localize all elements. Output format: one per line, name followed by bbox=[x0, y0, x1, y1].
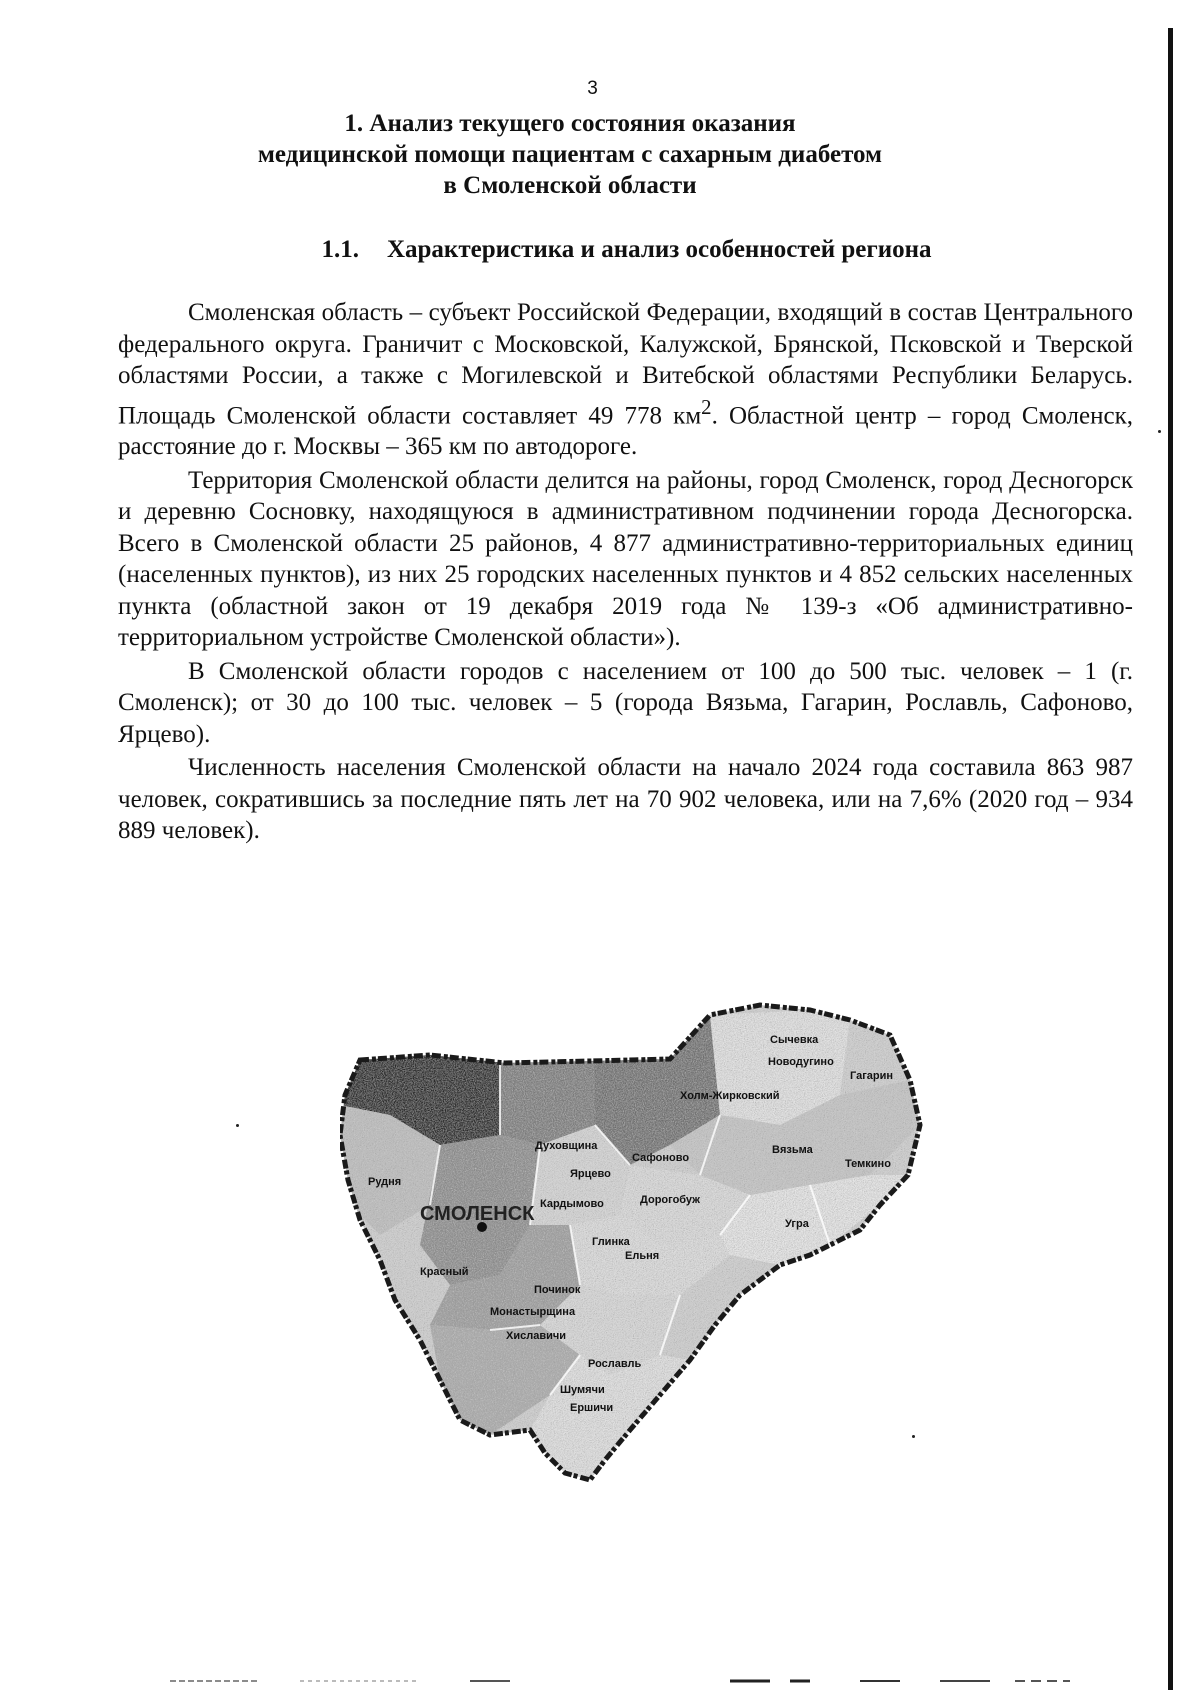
map-label-smolensk: СМОЛЕНСК bbox=[420, 1203, 535, 1225]
map-label-elnya: Ельня bbox=[625, 1250, 660, 1262]
map-label-dorogobuzh: Дорогобуж bbox=[640, 1194, 700, 1206]
page-edge-shadow bbox=[1168, 28, 1173, 1690]
map-label-yartsevo: Ярцево bbox=[570, 1168, 611, 1180]
map-label-shumyachi: Шумячи bbox=[560, 1384, 605, 1396]
map-label-roslavl: Рославль bbox=[588, 1358, 642, 1370]
map-label-krasny: Красный bbox=[420, 1266, 469, 1278]
map-label-ugra: Угра bbox=[785, 1218, 809, 1230]
paragraph-cities: В Смоленской области городов с населением от 100 до 500 тыс. человек – 1 (г. Смоленск); от 30 до 100 тыс. человек – 5 (города Вязьма, Гагарин, Рославль, Сафоново, Ярцево). bbox=[118, 657, 1133, 748]
map-label-sychevka: Сычевка bbox=[770, 1034, 819, 1046]
map-label-monastyrshchina: Монастырщина bbox=[490, 1306, 576, 1318]
paragraph-territory: Территория Смоленской области делится на районы, город Смоленск, город Десногорск и деревню Сосновку, находящуюся в административном подчинении города Десногорска. Всего в Смоленской области 25 районов, 4 877 административно-территориальных единиц (населенных пунктов), из них 25 городских населенных пунктов и 4 852 сельских населенных пункта (областной закон от 19 декабря 2019 года № 139-з «Об административно-территориальном устройстве Смоленской области»). bbox=[118, 466, 1133, 652]
scan-speck bbox=[912, 1435, 915, 1438]
map-label-glinka: Глинка bbox=[592, 1236, 630, 1248]
map-label-kardymovo: Кардымово bbox=[540, 1198, 604, 1210]
paragraph-population: Численность населения Смоленской области на начало 2024 года составила 863 987 человек, сократившись за последние пять лет на 70 902 человека, или на 7,6% (2020 год – 934 889 человек). bbox=[118, 754, 1133, 845]
section-number: 1.1. bbox=[321, 236, 359, 263]
title-line-3: в Смоленской области bbox=[443, 172, 697, 199]
area-unit-superscript: 2 bbox=[701, 394, 712, 419]
map-label-khislavichi: Хиславичи bbox=[506, 1330, 566, 1342]
map-label-gagarin: Гагарин bbox=[850, 1070, 894, 1082]
paragraph-1-text-end: . Областной центр – город Смоленск, расстояние до г. Москвы – 365 км по автодороге. bbox=[118, 401, 1133, 461]
document-title bbox=[240, 108, 900, 201]
map-label-pochinok: Починок bbox=[534, 1284, 581, 1296]
map-label-safonovo: Сафоново bbox=[632, 1152, 690, 1164]
map-label-dukhovshchina: Духовщина bbox=[535, 1140, 598, 1152]
map-label-kholm-zhirkovsky: Холм-Жирковский bbox=[680, 1090, 780, 1102]
paragraph-1-text: Смоленская область – субъект Российской Федерации, входящий в состав Центрального федерального округа. Граничит с Московской, Калужской, Брянской, Псковской и Тверской областями России, а также с Могилевской и Витебской областями Республики Беларусь. Площадь Смоленской области составляет 49 778 км bbox=[118, 299, 1133, 429]
title-line-2: медицинской помощи пациентам с сахарным диабетом bbox=[257, 141, 883, 168]
scan-speck bbox=[236, 1124, 239, 1127]
map-label-rudnya: Рудня bbox=[368, 1176, 402, 1188]
section-heading bbox=[120, 236, 1133, 264]
title-line-1: 1. Анализ текущего состояния оказания bbox=[344, 110, 796, 137]
map-label-temkino: Темкино bbox=[845, 1158, 891, 1170]
section-title: Характеристика и анализ особенностей региона bbox=[386, 236, 932, 263]
paragraph-region-overview bbox=[118, 297, 1133, 463]
smolensk-region-map-svg bbox=[340, 995, 990, 1535]
body-text bbox=[118, 297, 1133, 849]
scan-speck bbox=[1158, 430, 1161, 433]
map-label-novodugino: Новодугино bbox=[768, 1056, 834, 1068]
scan-bottom-artifacts bbox=[170, 1678, 1070, 1684]
map-label-ershichi: Ершичи bbox=[570, 1402, 614, 1414]
map-label-vyazma: Вязьма bbox=[772, 1144, 813, 1156]
region-map bbox=[340, 995, 990, 1535]
page-number: 3 bbox=[587, 78, 598, 99]
